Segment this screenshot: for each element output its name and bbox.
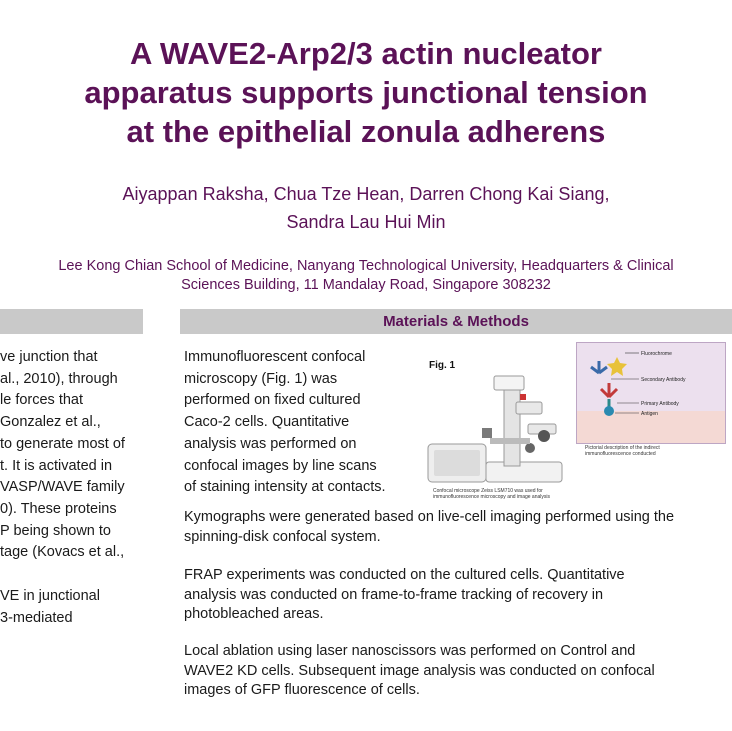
kymograph-paragraph <box>184 508 729 547</box>
left-text-line: le forces that <box>0 392 84 409</box>
primary-antibody-label: Primary Antibody <box>641 401 679 407</box>
left-text-line: VE in junctional <box>0 588 100 605</box>
affiliation-line: Lee Kong Chian School of Medicine, Nanyang Technological University, Headquarters & Clinical <box>58 258 674 274</box>
confocal-microscope-illustration <box>420 372 568 492</box>
left-text-line: ve junction that <box>0 349 98 365</box>
author-line: Sandra Lau Hui Min <box>286 212 446 232</box>
left-text-line: VASP/WAVE family <box>0 479 125 496</box>
intro-line: confocal images by line scans <box>184 457 377 474</box>
caption-line: Pictorial description of the indirect <box>585 445 660 451</box>
diagram-caption <box>585 445 725 457</box>
caption-line: Confocal microscope Zeiss LSM710 was used for <box>433 488 543 494</box>
poster-title <box>0 34 732 151</box>
paragraph-line: WAVE2 KD cells. Subsequent image analysis was conducted on confocal <box>184 662 655 679</box>
immunofluorescence-paragraph <box>184 347 409 499</box>
fluorochrome-label: Fluorochrome <box>641 351 672 357</box>
ablation-paragraph <box>184 642 729 701</box>
caption-line: immunofluorescence conducted <box>585 451 656 457</box>
affiliation <box>0 257 732 295</box>
left-text-line: 3-mediated <box>0 609 73 626</box>
left-column-text <box>0 347 170 629</box>
microscope-caption <box>433 488 563 500</box>
intro-line: analysis was performed on <box>184 435 357 452</box>
secondary-antibody-label: Secondary Antibody <box>641 377 686 383</box>
antibody-diagram <box>576 342 726 444</box>
left-text-line: t. It is activated in <box>0 457 113 474</box>
author-list <box>0 180 732 236</box>
left-text-line: P being shown to <box>0 522 111 539</box>
paragraph-line: Local ablation using laser nanoscissors was performed on Control and <box>184 643 636 659</box>
left-text-line: 0). These proteins <box>0 500 117 517</box>
paragraph-line: FRAP experiments was conducted on the cultured cells. Quantitative <box>184 567 625 583</box>
intro-line: Caco-2 cells. Quantitative <box>184 414 350 431</box>
intro-line: microscopy (Fig. 1) was <box>184 370 338 387</box>
paragraph-gap <box>0 564 170 586</box>
title-line: A WAVE2-Arp2/3 actin nucleator <box>130 36 602 71</box>
intro-line: Immunofluorescent confocal <box>184 349 366 365</box>
paragraph-line: images of GFP fluorescence of cells. <box>184 682 420 698</box>
intro-line: of staining intensity at contacts. <box>184 479 386 496</box>
paragraph-line: Kymographs were generated based on live-cell imaging performed using the <box>184 509 675 525</box>
affiliation-line: Sciences Building, 11 Mandalay Road, Singapore 308232 <box>181 277 551 293</box>
left-text-line: to generate most of <box>0 435 125 452</box>
paragraph-line: spinning-disk confocal system. <box>184 528 381 545</box>
materials-methods-header: Materials & Methods <box>180 309 732 334</box>
left-text-line: al., 2010), through <box>0 370 118 387</box>
author-line: Aiyappan Raksha, Chua Tze Hean, Darren Chong Kai Siang, <box>122 184 610 204</box>
title-line: apparatus supports junctional tension <box>84 75 648 110</box>
figure-label: Fig. 1 <box>429 360 456 371</box>
left-section-header <box>0 309 143 334</box>
frap-paragraph <box>184 566 729 625</box>
caption-line: immunofluorescence microscopy and image analysis <box>433 494 550 500</box>
paragraph-line: analysis was conducted on frame-to-frame tracking of recovery in <box>184 586 604 603</box>
paragraph-line: photobleached areas. <box>184 606 324 622</box>
left-text-line: tage (Kovacs et al., <box>0 544 125 561</box>
title-line: at the epithelial zonula adherens <box>126 114 606 149</box>
intro-line: performed on fixed cultured <box>184 392 361 409</box>
left-text-line: Gonzalez et al., <box>0 414 101 431</box>
antigen-label: Antigen <box>641 411 658 417</box>
